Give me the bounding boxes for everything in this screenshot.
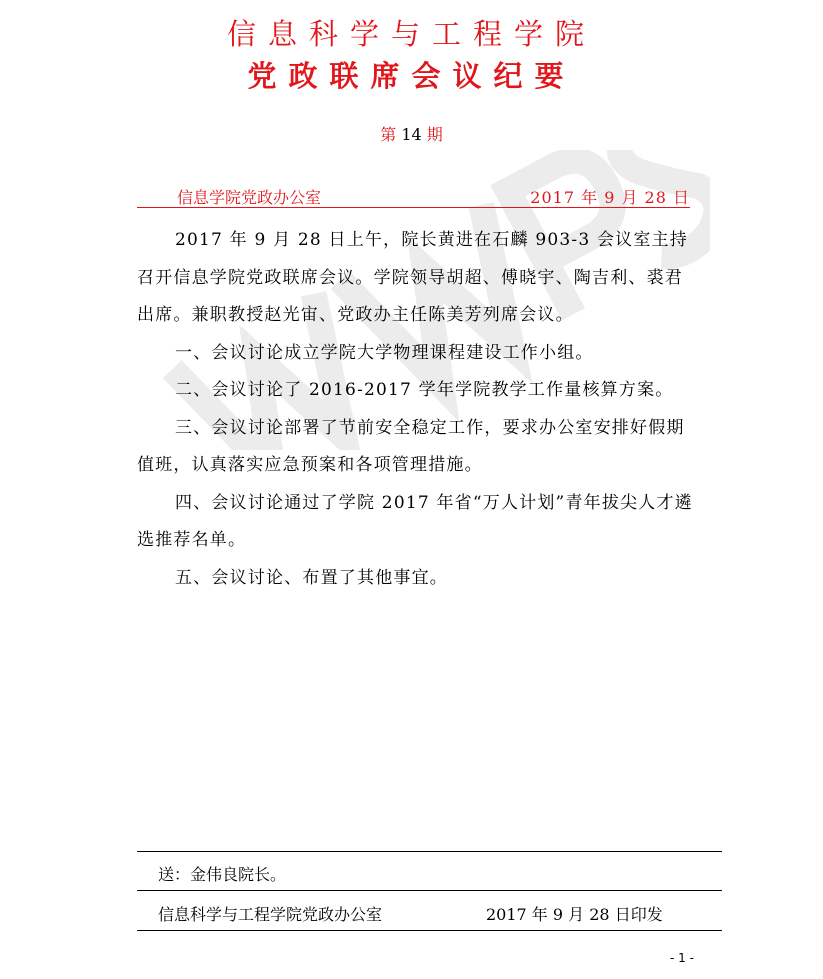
document-title-minutes: 党政联席会议纪要: [247, 59, 576, 93]
issue-prefix: 第: [380, 125, 397, 144]
issue-number: [0, 122, 823, 145]
paragraph-item-3: 三、会议讨论部署了节前安全稳定工作，要求办公室安排好假期值班，认真落实应急预案和各项管理措施。: [137, 417, 685, 475]
issuer-row: [158, 902, 698, 925]
issue-suffix: 期: [426, 125, 443, 144]
footer-rule-bottom: [137, 930, 722, 931]
issuer-office: 信息科学与工程学院党政办公室: [158, 905, 383, 924]
paragraph-item-4: 四、会议讨论通过了学院 2017 年省“万人计划”青年拔尖人才遴选推荐名单。: [137, 492, 693, 550]
send-to: 送：金伟良院长。: [158, 865, 287, 884]
paragraph-item-1: 一、会议讨论成立学院大学物理课程建设工作小组。: [175, 342, 594, 363]
minutes-body: [137, 222, 697, 597]
header-row: [137, 183, 690, 208]
footer-rule-top: [137, 851, 722, 852]
page-number: - 1 -: [670, 951, 694, 965]
header-office: 信息学院党政办公室: [177, 188, 322, 207]
header-date: 2017 年 9 月 28 日: [530, 188, 690, 207]
issuer-date: 2017 年 9 月 28 日印发: [486, 905, 663, 924]
paragraph-item-2: 二、会议讨论了 2016-2017 学年学院教学工作量核算方案。: [175, 380, 674, 400]
footer-rule-middle: [137, 890, 722, 891]
paragraph-item-5: 五、会议讨论、布置了其他事宜。: [175, 567, 448, 588]
issue-number-value: 14: [401, 125, 422, 144]
document-title-institute: 信息科学与工程学院: [226, 17, 596, 51]
paragraph-intro: 2017 年 9 月 28 日上午，院长黄进在石麟 903-3 会议室主持召开信息学院党政联席会议。学院领导胡超、傅晓宇、陶吉利、裘君出席。兼职教授赵光宙、党政办主任陈美芳列席会议。: [137, 230, 688, 325]
